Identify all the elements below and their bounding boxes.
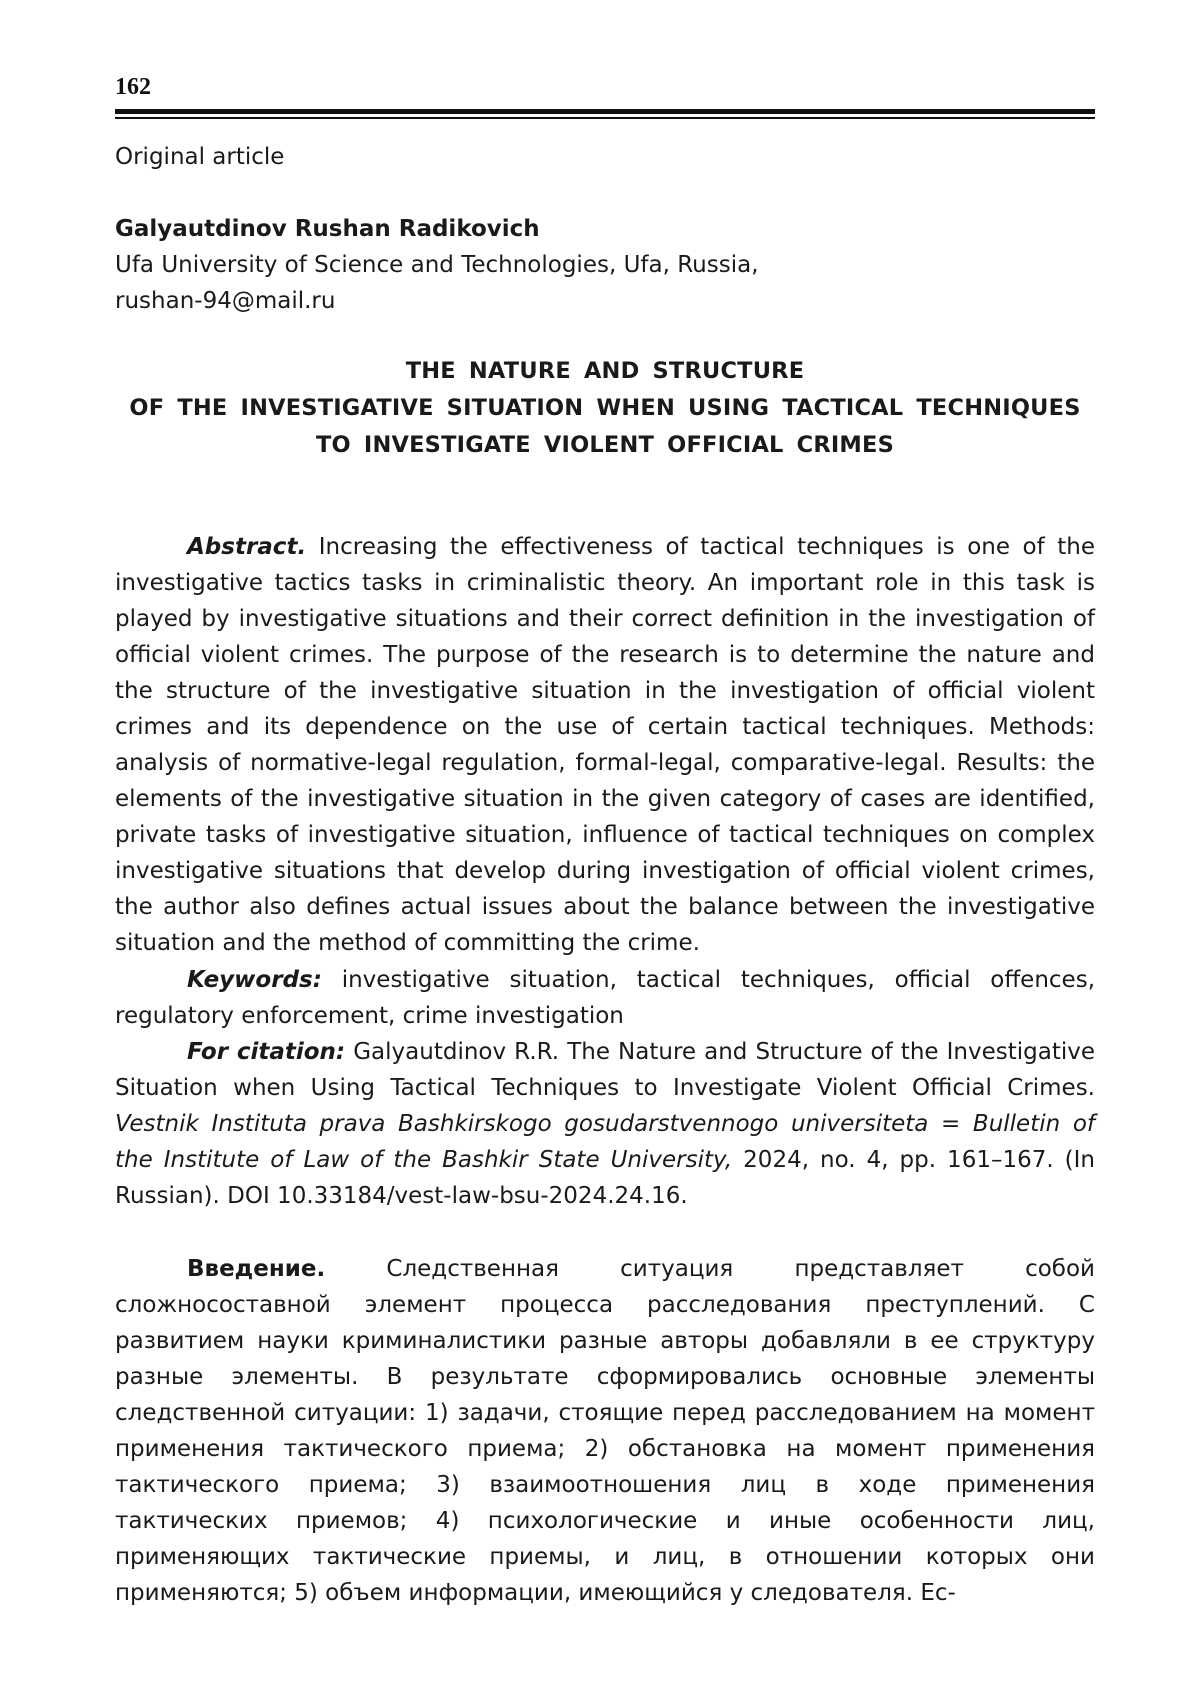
- citation-journal: Vestnik Instituta prava Bashkirskogo gosudarstvennogo universiteta = Bulletin of the Institute of Law of the Bashkir State University,: [115, 1111, 1095, 1173]
- article-title: [115, 353, 1095, 464]
- keywords-paragraph: [115, 962, 1095, 1034]
- article-type: Original article: [115, 144, 285, 170]
- title-line: THE NATURE AND STRUCTURE: [405, 358, 805, 384]
- author-affiliation: Ufa University of Science and Technologies, Ufa, Russia,: [115, 252, 759, 278]
- author-block: [115, 211, 1095, 319]
- citation-label: For citation:: [187, 1039, 346, 1065]
- introduction-label: Введение.: [187, 1256, 326, 1282]
- keywords-text: investigative situation, tactical techniques, official offences, regulatory enforcement, crime investigation: [115, 967, 1096, 1029]
- author-name: Galyautdinov Rushan Radikovich: [115, 216, 540, 242]
- title-line: OF THE INVESTIGATIVE SITUATION WHEN USING TACTICAL TECHNIQUES: [129, 395, 1081, 421]
- header-rule-thin: [115, 117, 1095, 119]
- author-email: rushan-94@mail.ru: [115, 288, 336, 314]
- title-line: TO INVESTIGATE VIOLENT OFFICIAL CRIMES: [315, 432, 894, 458]
- page-number: 162: [115, 74, 151, 100]
- keywords-label: Keywords:: [187, 967, 322, 993]
- citation-paragraph: [115, 1034, 1095, 1214]
- abstract-paragraph: [115, 529, 1095, 961]
- introduction-paragraph: [115, 1251, 1095, 1611]
- abstract-text: Increasing the effectiveness of tactical techniques is one of the investigative tactics tasks in criminalistic theory. An important role in this task is played by investigative situations and their correct definition in the investigation of official violent crimes. The purpose of the research is to determine the nature and the structure of the investigative situation in the investigation of official violent crimes and its dependence on the use of certain tactical techniques. Methods: analysis of normative-legal regulation, formal-legal, comparative-legal. Results: the elements of the investigative situation in the given category of cases are identified, private tasks of investigative situation, influence of tactical techniques on complex investigative situations that develop during investigation of official violent crimes, the author also defines actual issues about the balance between the investigative situation and the method of committing the crime.: [115, 534, 1096, 956]
- header-rule-thick: [115, 109, 1095, 114]
- citation-details: 2024, no. 4, pp. 161–167. (In Russian). DOI 10.33184/vest-law-bsu-2024.24.16.: [115, 1147, 1096, 1209]
- abstract-label: Abstract.: [187, 534, 307, 560]
- citation-text: Galyautdinov R.R. The Nature and Structure of the Investigative Situation when Using Tactical Techniques to Investigate Violent Official Crimes.: [115, 1039, 1096, 1101]
- introduction-text: Следственная ситуация представляет собой сложносоставной элемент процесса расследования преступлений. С развитием науки криминалистики разные авторы добавляли в ее структуру разные элементы. В результате сформировались основные элементы следственной ситуации: 1) задачи, стоящие перед расследованием на момент применения тактического приема; 2) обстановка на момент применения тактического приема; 3) взаимоотношения лиц в ходе применения тактических приемов; 4) психологические и иные особенности лиц, применяющих тактические приемы, и лиц, в отношении которых они применяются; 5) объем информации, имеющийся у следователя. Ес-: [115, 1256, 1096, 1606]
